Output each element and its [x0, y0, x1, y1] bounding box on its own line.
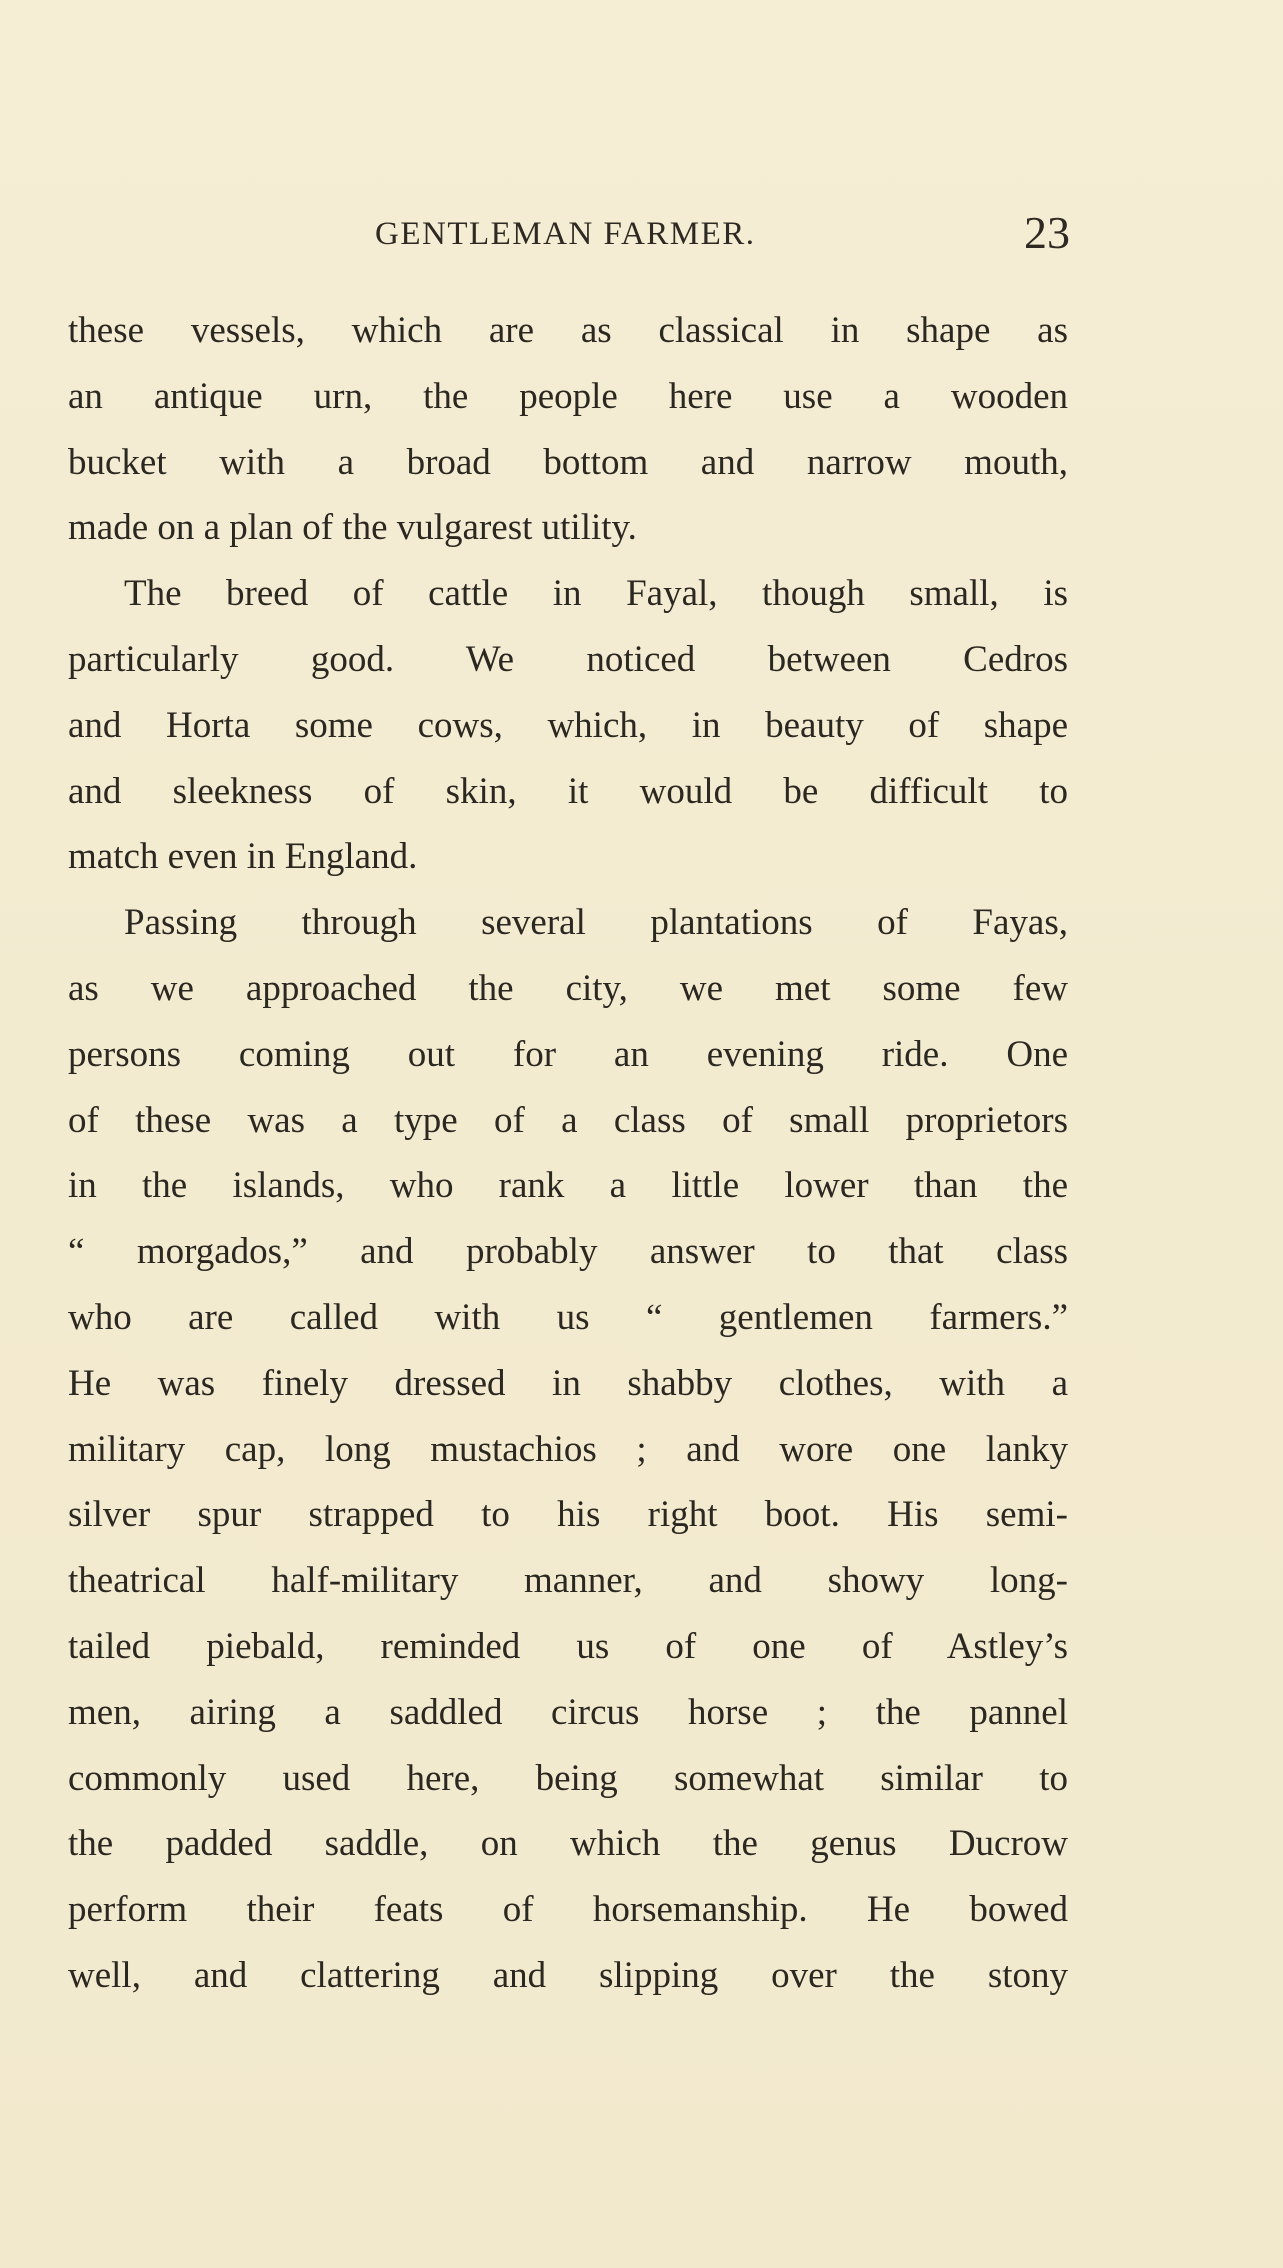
text-line: theatrical half-military manner, and showy long- — [68, 1560, 1068, 1602]
text-line: The breed of cattle in Fayal, though small, is — [124, 573, 1068, 615]
text-line: bucket with a broad bottom and narrow mouth, — [68, 441, 1068, 483]
body-text — [68, 298, 1068, 2009]
text-line: persons coming out for an evening ride. One — [68, 1033, 1068, 1075]
text-line: as we approached the city, we met some few — [68, 967, 1068, 1009]
text-line: and Horta some cows, which, in beauty of shape — [68, 704, 1068, 746]
text-line: well, and clattering and slipping over the stony — [68, 1954, 1068, 1996]
running-head — [65, 206, 1070, 266]
running-title: GENTLEMAN FARMER. — [375, 216, 756, 252]
text-line: these vessels, which are as classical in shape as — [68, 310, 1068, 351]
text-line: He was finely dressed in shabby clothes, with a — [68, 1362, 1068, 1404]
text-line: who are called with us “ gentlemen farmers.” — [68, 1296, 1068, 1338]
text-line: particularly good. We noticed between Cedros — [68, 638, 1068, 680]
text-line: and sleekness of skin, it would be difficult to — [68, 770, 1068, 812]
text-line: an antique urn, the people here use a wooden — [68, 375, 1068, 417]
text-line: perform their feats of horsemanship. He bowed — [68, 1889, 1068, 1931]
text-line: in the islands, who rank a little lower than the — [68, 1165, 1068, 1207]
text-line: the padded saddle, on which the genus Ducrow — [68, 1823, 1068, 1865]
text-line: “ morgados,” and probably answer to that class — [68, 1231, 1068, 1273]
text-line: tailed piebald, reminded us of one of Astley’s — [68, 1625, 1068, 1667]
text-line: made on a plan of the vulgarest utility. — [68, 507, 637, 549]
text-line: Passing through several plantations of Fayas, — [124, 902, 1068, 944]
text-line: military cap, long mustachios ; and wore one lanky — [68, 1428, 1068, 1470]
text-line: commonly used here, being somewhat similar to — [68, 1757, 1068, 1799]
text-line: of these was a type of a class of small proprietors — [68, 1099, 1068, 1141]
page-number: 23 — [1024, 207, 1070, 258]
text-line: men, airing a saddled circus horse ; the pannel — [68, 1691, 1068, 1733]
text-line: silver spur strapped to his right boot. His semi- — [68, 1494, 1068, 1536]
text-line: match even in England. — [68, 836, 418, 878]
